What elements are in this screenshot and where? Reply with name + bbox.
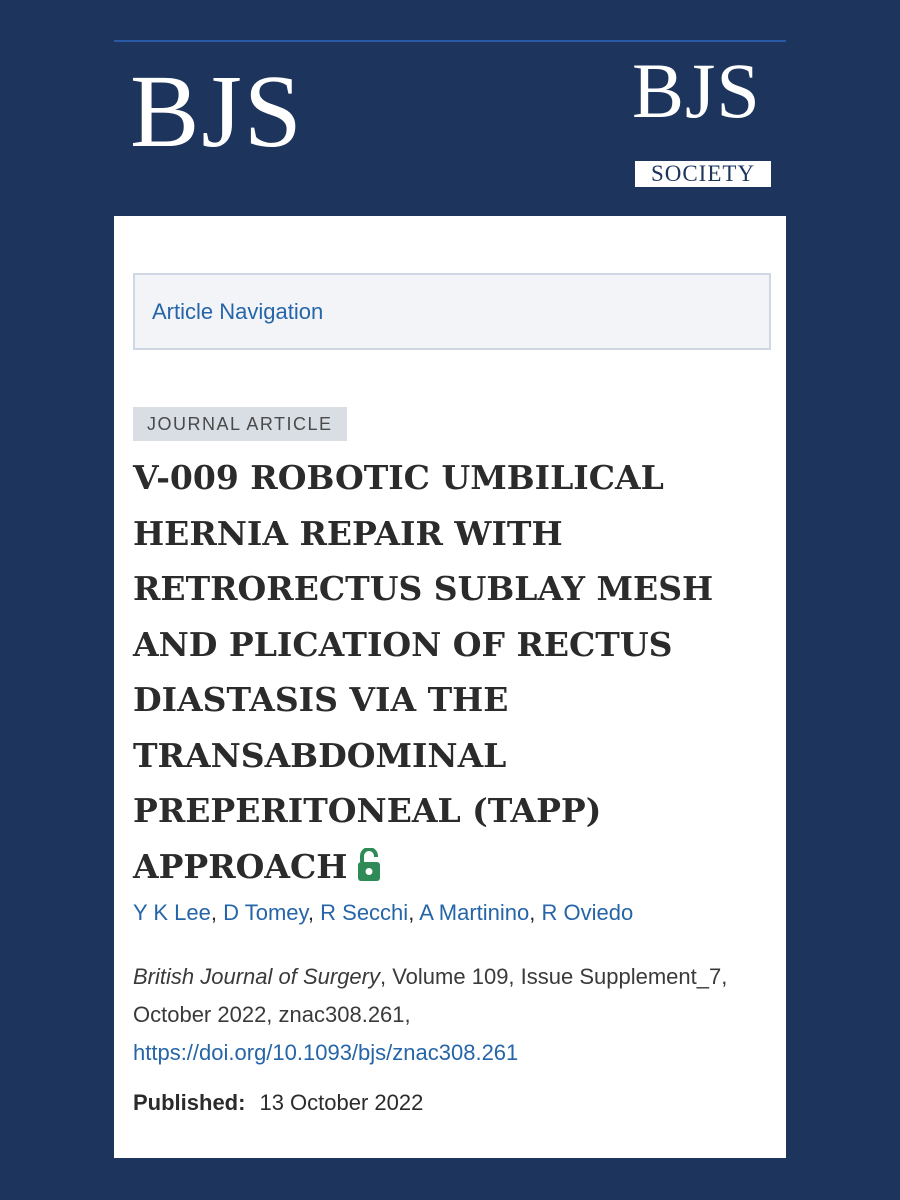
author-link[interactable]: R Oviedo	[541, 900, 634, 925]
article-title-text: V-009 ROBOTIC UMBILICAL HERNIA REPAIR WITH RETRORECTUS SUBLAY MESH AND PLICATION OF RECTUS DIASTASIS VIA THE TRANSABDOMINAL PREPERITONEAL (TAPP) APPROACH	[133, 458, 714, 886]
author-link[interactable]: R Secchi	[320, 900, 409, 925]
citation-details: , Volume 109, Issue Supplement_7, October 2022, znac308.261,	[133, 964, 728, 1027]
published-date-row	[133, 1090, 423, 1116]
open-access-lock-icon	[357, 843, 381, 899]
article-title	[133, 450, 773, 898]
author-link[interactable]: Y K Lee	[133, 900, 211, 925]
article-type-badge: JOURNAL ARTICLE	[133, 407, 347, 441]
article-navigation-dropdown[interactable]	[133, 273, 771, 350]
author-link[interactable]: D Tomey	[223, 900, 308, 925]
author-separator: ,	[210, 900, 224, 925]
society-label: SOCIETY	[635, 161, 771, 187]
journal-name: British Journal of Surgery	[133, 964, 380, 989]
author-separator: ,	[307, 900, 321, 925]
bjs-society-logo[interactable]: BJS	[632, 47, 761, 134]
author-separator: ,	[529, 900, 542, 925]
article-card	[114, 40, 786, 1158]
author-list	[133, 900, 633, 926]
journal-header	[114, 40, 786, 216]
article-navigation-label: Article Navigation	[152, 299, 324, 324]
published-date: 13 October 2022	[259, 1090, 424, 1115]
published-label: Published:	[133, 1090, 246, 1115]
author-link[interactable]: A Martinino	[419, 900, 530, 925]
citation-block	[133, 958, 773, 1072]
bjs-logo[interactable]: BJS	[130, 54, 304, 169]
author-separator: ,	[408, 900, 420, 925]
doi-link[interactable]: https://doi.org/10.1093/bjs/znac308.261	[133, 1040, 519, 1065]
